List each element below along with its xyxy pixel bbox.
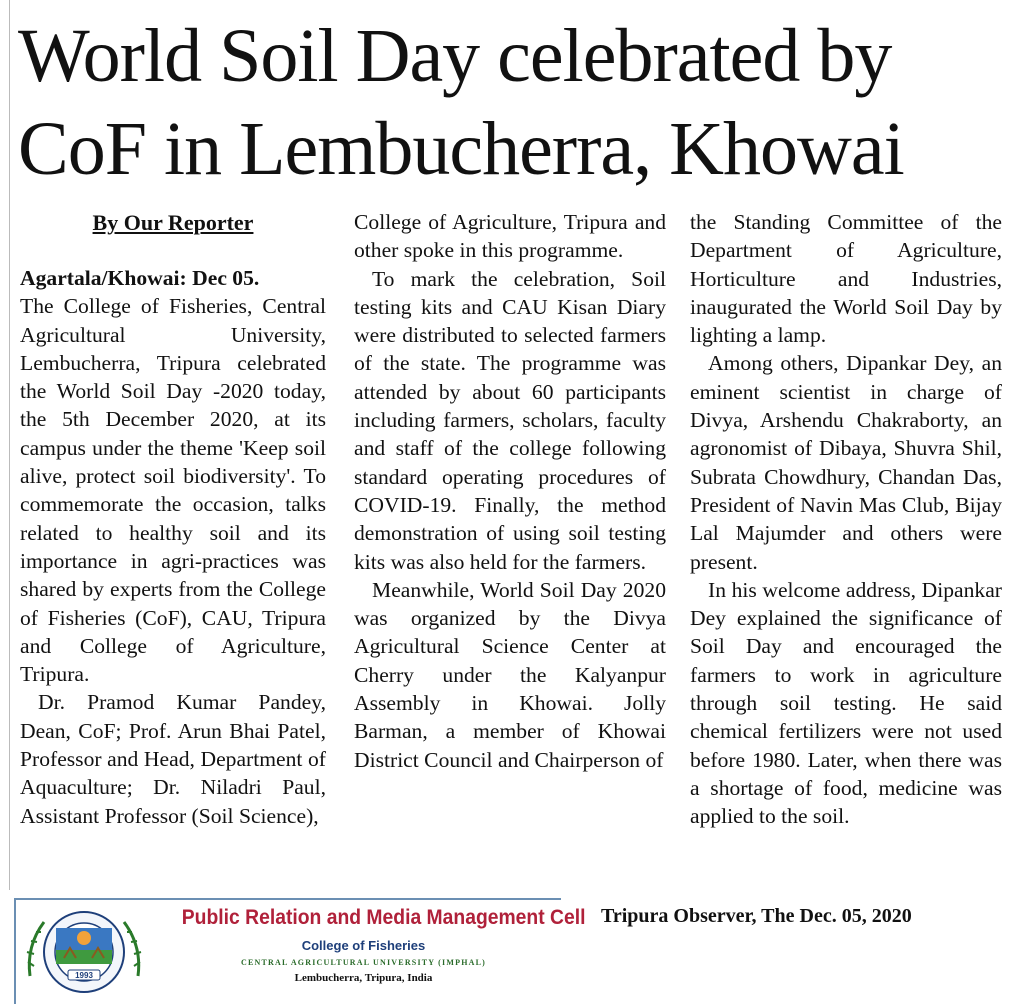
cau-emblem-icon (20, 906, 148, 998)
newspaper-source: Tripura Observer, The Dec. 05, 2020 (601, 905, 912, 927)
headline (18, 10, 1008, 196)
article-column-1 (20, 208, 326, 830)
pr-cell-title: Public Relation and Media Management Cell (181, 906, 586, 929)
page-edge-rule (9, 0, 10, 890)
paragraph-text: The College of Fisheries, Central Agricultural University, Lembucherra, Tripura celebrated the World Soil Day -2020 today, the 5th December 2020, at its campus under the theme 'Keep soil alive, protect soil biodiversity'. To commemorate the occasion, talks related to healthy soil and its importance in agri-practices was shared by experts from the College of Fisheries (CoF), CAU, Tripura and College of Agriculture, Tripura. (20, 294, 326, 687)
headline-line-2: CoF in Lembucherra, Khowai (18, 107, 904, 191)
paragraph (20, 264, 326, 688)
footer-banner (14, 898, 586, 1004)
paragraph: To mark the celebration, Soil testing kits and CAU Kisan Diary were distributed to selected farmers of the state. The programme was attended by about 60 participants including farmers, scholars, faculty and staff of the college following standard operating procedures of COVID-19. Finally, the method demonstration of using soil testing kits was also held for the farmers. (354, 266, 666, 574)
college-location: Lembucherra, Tripura, India (294, 972, 433, 984)
dateline: Agartala/Khowai: Dec 05. (20, 266, 260, 290)
article-column-2 (354, 208, 666, 774)
headline-line-1: World Soil Day celebrated by (18, 14, 892, 98)
article-column-3 (690, 208, 1002, 831)
logo-year: 1993 (75, 971, 93, 980)
paragraph: In his welcome address, Dipankar Dey explained the significance of Soil Day and encouraged the farmers to work in agriculture through soil testing. He said chemical fertilizers were not used before 1980. Later, when there was a shortage of food, medicine was applied to the soil. (690, 577, 1002, 829)
paragraph: the Standing Committee of the Department of Agriculture, Horticulture and Industries, inaugurated the World Soil Day by lighting a lamp. (690, 210, 1002, 348)
paragraph: College of Agriculture, Tripura and other spoke in this programme. (354, 210, 666, 263)
paragraph: Meanwhile, World Soil Day 2020 was organized by the Divya Agricultural Science Center at Cherry under the Kalyanpur Assembly in Khowai. Jolly Barman, a member of Khowai District Council and Chairperson of (354, 577, 666, 772)
byline: By Our Reporter (92, 210, 254, 235)
paragraph: Among others, Dipankar Dey, an eminent scientist in charge of Divya, Arshendu Chakraborty, an agronomist of Dibaya, Shuvra Shil, Subrata Chowdhury, Chandan Das, President of Navin Mas Club, Bijay Lal Majumder and others were present. (690, 351, 1002, 574)
college-name: College of Fisheries (301, 938, 426, 953)
paragraph: Dr. Pramod Kumar Pandey, Dean, CoF; Prof. Arun Bhai Patel, Professor and Head, Department of Aquaculture; Dr. Niladri Paul, Assistant Professor (Soil Science), (20, 690, 326, 828)
university-name: CENTRAL AGRICULTURAL UNIVERSITY (IMPHAL) (241, 958, 486, 967)
